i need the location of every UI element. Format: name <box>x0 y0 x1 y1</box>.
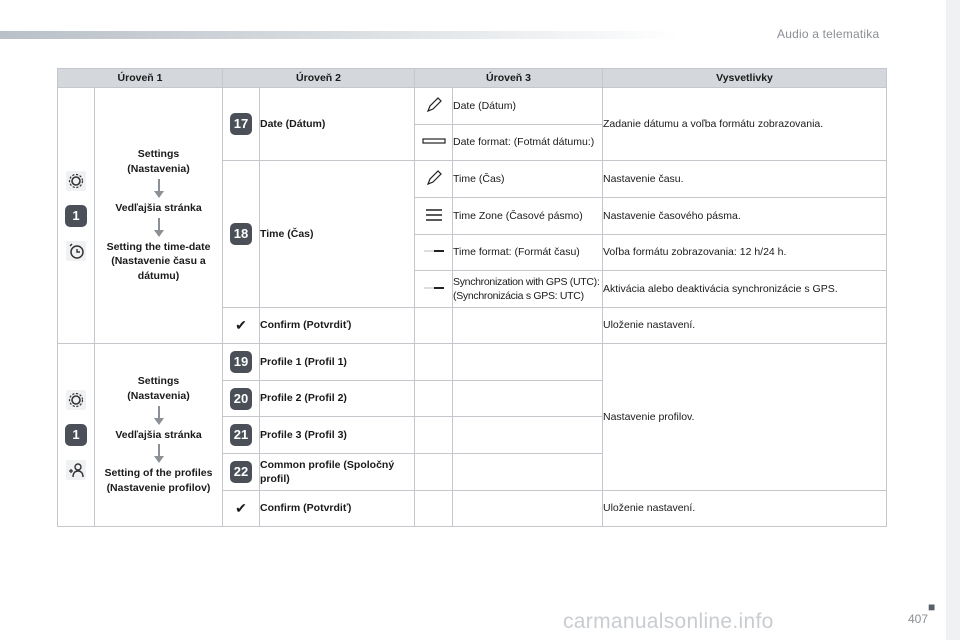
dash-long-icon <box>415 125 453 161</box>
list-icon <box>415 198 453 235</box>
badge-18: 18 <box>230 223 252 245</box>
arrow-down-icon <box>153 406 165 426</box>
section-title: Audio a telematika <box>777 27 880 41</box>
desc-confirm: Uloženie nastavení. <box>603 308 887 344</box>
col-header-level3: Úroveň 3 <box>415 69 603 88</box>
pencil-icon <box>415 88 453 125</box>
profile-icon <box>66 460 86 480</box>
menu-settings: Settings (Nastavenia) <box>127 148 190 176</box>
menu-secondary-page: Vedľajšia stránka <box>115 428 202 441</box>
page-number: 407 <box>908 612 929 626</box>
table-header-row <box>58 69 887 88</box>
level3-date: Date (Dátum) <box>453 88 603 125</box>
menu-time-date: Setting the time-date (Nastavenie času a dátumu) <box>106 240 211 282</box>
menu-profiles: Setting of the profiles (Nastavenie profilov) <box>104 467 213 495</box>
menu-table <box>57 68 887 527</box>
level2-time: Time (Čas) <box>260 161 415 308</box>
settings-icon <box>66 390 86 410</box>
desc-confirm-2: Uloženie nastavení. <box>603 491 887 527</box>
level1-icons <box>58 88 95 344</box>
header-bar <box>0 31 680 39</box>
badge-21: 21 <box>230 424 252 446</box>
desc-gps-sync: Aktivácia alebo deaktivácia synchronizácie s GPS. <box>603 271 887 308</box>
settings-icon <box>66 171 86 191</box>
desc-time-format: Voľba formátu zobrazovania: 12 h/24 h. <box>603 235 887 271</box>
watermark: carmanualsonline.info <box>563 610 774 633</box>
col-header-description: Vysvetlivky <box>603 69 887 88</box>
level2-date: Date (Dátum) <box>260 88 415 161</box>
badge-17: 17 <box>230 113 252 135</box>
toggle-icon <box>415 271 453 308</box>
level3-time-zone: Time Zone (Časové pásmo) <box>453 198 603 235</box>
level3-date-format: Date format: (Fotmát dátumu:) <box>453 125 603 161</box>
badge-19: 19 <box>230 351 252 373</box>
level1-menu-path-2 <box>95 344 223 527</box>
level2-confirm: Confirm (Potvrdiť) <box>260 308 415 344</box>
level2-common-profile: Common profile (Spoločný profil) <box>260 454 415 491</box>
desc-profiles: Nastavenie profilov. <box>603 344 887 491</box>
col-header-level1: Úroveň 1 <box>58 69 223 88</box>
page-dots: ■ <box>928 600 936 614</box>
toggle-icon <box>415 235 453 271</box>
menu-settings: Settings (Nastavenia) <box>127 375 190 402</box>
level3-time: Time (Čas) <box>453 161 603 198</box>
badge-20: 20 <box>230 388 252 410</box>
clock-icon <box>66 241 86 261</box>
desc-time-zone: Nastavenie časového pásma. <box>603 198 887 235</box>
level1-icons-2 <box>58 344 95 527</box>
arrow-down-icon <box>153 218 165 238</box>
one-badge-icon: 1 <box>65 205 87 227</box>
side-strip <box>946 0 960 640</box>
level3-time-format: Time format: (Formát času) <box>453 235 603 271</box>
check-icon: ✔ <box>235 317 247 333</box>
level2-confirm-2: Confirm (Potvrdiť) <box>260 491 415 527</box>
level2-profile1: Profile 1 (Profil 1) <box>260 344 415 381</box>
desc-time: Nastavenie času. <box>603 161 887 198</box>
level2-profile2: Profile 2 (Profil 2) <box>260 381 415 417</box>
arrow-down-icon <box>153 444 165 464</box>
pencil-icon <box>415 161 453 198</box>
level2-profile3: Profile 3 (Profil 3) <box>260 417 415 454</box>
badge-22: 22 <box>230 461 252 483</box>
level1-menu-path <box>95 88 223 344</box>
arrow-down-icon <box>153 179 165 199</box>
check-icon: ✔ <box>235 500 247 516</box>
menu-secondary-page: Vedľajšia stránka <box>115 201 202 214</box>
col-header-level2: Úroveň 2 <box>223 69 415 88</box>
desc-date: Zadanie dátumu a voľba formátu zobrazovania. <box>603 88 887 161</box>
one-badge-icon: 1 <box>65 424 87 446</box>
level3-gps-sync: Synchronization with GPS (UTC): (Synchronizácia s GPS: UTC) <box>453 271 603 308</box>
